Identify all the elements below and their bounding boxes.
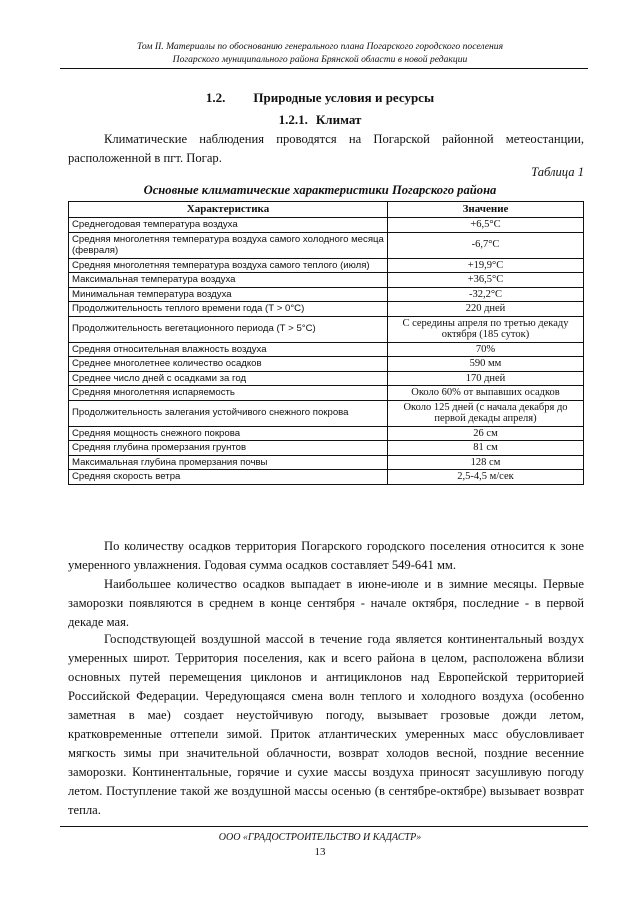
table-row	[69, 455, 584, 470]
value-cell: -6,7°С	[388, 232, 584, 258]
intro-paragraph: Климатические наблюдения проводятся на Погарской районной метеостанции, расположенной в пгт. Погар.	[68, 132, 584, 165]
table-row	[69, 302, 584, 317]
table-row	[69, 218, 584, 233]
footer-company: ООО «ГРАДОСТРОИТЕЛЬСТВО И КАДАСТР»	[218, 832, 422, 843]
characteristic-cell: Среднее число дней с осадками за год	[69, 371, 388, 386]
climate-table	[68, 201, 584, 485]
value-cell: +36,5°С	[388, 273, 584, 288]
running-header	[60, 40, 580, 66]
header-divider	[60, 68, 588, 69]
characteristic-cell: Продолжительность залегания устойчивого снежного покрова	[69, 400, 388, 426]
characteristic-cell: Средняя мощность снежного покрова	[69, 426, 388, 441]
value-cell: 81 см	[388, 441, 584, 456]
characteristic-cell: Средняя многолетняя температура воздуха самого холодного месяца (февраля)	[69, 232, 388, 258]
characteristic-cell: Максимальная глубина промерзания почвы	[69, 455, 388, 470]
table-row	[69, 232, 584, 258]
value-cell: Около 125 дней (с начала декабря до первой декады апреля)	[388, 400, 584, 426]
value-cell: 26 см	[388, 426, 584, 441]
section-title: Природные условия и ресурсы	[253, 90, 435, 105]
value-cell: 2,5-4,5 м/сек	[388, 470, 584, 485]
table-row	[69, 357, 584, 372]
table-header-row	[69, 202, 584, 218]
value-cell: +6,5°С	[388, 218, 584, 233]
characteristic-cell: Среднегодовая температура воздуха	[69, 218, 388, 233]
value-cell: 170 дней	[388, 371, 584, 386]
paragraph-frost: Наибольшее количество осадков выпадает в июне-июле и в зимние месяцы. Первые заморозки появляются в среднем в конце сентября - начале октября, последние - в первой декаде мая.	[68, 577, 584, 629]
characteristic-cell: Средняя многолетняя температура воздуха самого теплого (июля)	[69, 258, 388, 273]
table-row	[69, 400, 584, 426]
table-row	[69, 342, 584, 357]
table-row	[69, 470, 584, 485]
characteristic-cell: Минимальная температура воздуха	[69, 287, 388, 302]
table-row	[69, 273, 584, 288]
table-caption: Основные климатические характеристики Погарского района	[143, 183, 497, 197]
value-cell: +19,9°С	[388, 258, 584, 273]
characteristic-cell: Средняя относительная влажность воздуха	[69, 342, 388, 357]
value-cell: 220 дней	[388, 302, 584, 317]
value-cell: 590 мм	[388, 357, 584, 372]
table-row	[69, 316, 584, 342]
paragraph-air-masses: Господствующей воздушной массой в течение года является континентальный воздух умеренных широт. Территория поселения, как и всего района в целом, расположена вблизи основных путей перемещения циклонов и антициклонов над Европейской территорией Российской Федерации. Чередующаяся смена волн теплого и холодного воздуха (особенно заметная в мае) создает неустойчивую погоду, вызывает грозовые дожди летом, кратковременные оттепели зимой. Приток атлантических умеренных масс обусловливает мягкость зимы при значительной облачности, возврат холодов весной, поздние весенние заморозки. Континентальные, горячие и сухие массы воздуха приносят засушливую погоду летом. Поступление такой же воздушной массы осенью (в сентябре-октябре) вызывает возврат тепла.	[68, 632, 584, 817]
subsection-title: Климат	[315, 112, 362, 127]
header-line-2: Погарского муниципального района Брянской области в новой редакции	[172, 54, 468, 65]
value-cell: 128 см	[388, 455, 584, 470]
table-row	[69, 441, 584, 456]
table-row	[69, 371, 584, 386]
characteristic-cell: Среднее многолетнее количество осадков	[69, 357, 388, 372]
table-row	[69, 386, 584, 401]
characteristic-cell: Продолжительность вегетационного периода (Т > 5°С)	[69, 316, 388, 342]
subsection-number: 1.2.1.	[278, 112, 308, 127]
characteristic-cell: Максимальная температура воздуха	[69, 273, 388, 288]
header-line-1: Том II. Материалы по обоснованию генерального плана Погарского городского поселения	[136, 41, 504, 52]
footer-divider	[60, 826, 588, 827]
page-number: 13	[314, 846, 326, 858]
value-cell: 70%	[388, 342, 584, 357]
section-heading	[0, 90, 640, 106]
value-cell: С середины апреля по третью декаду октября (185 суток)	[388, 316, 584, 342]
value-cell: Около 60% от выпавших осадков	[388, 386, 584, 401]
table-row	[69, 426, 584, 441]
column-header-characteristic: Характеристика	[69, 202, 388, 218]
paragraph-precipitation: По количеству осадков территория Погарского городского поселения относится к зоне умеренного увлажнения. Годовая сумма осадков составляет 549-641 мм.	[68, 539, 584, 572]
column-header-value: Значение	[388, 202, 584, 218]
subsection-heading	[0, 112, 640, 128]
characteristic-cell: Средняя глубина промерзания грунтов	[69, 441, 388, 456]
section-number: 1.2.	[205, 90, 226, 105]
table-row	[69, 258, 584, 273]
table-row	[69, 287, 584, 302]
value-cell: -32,2°С	[388, 287, 584, 302]
characteristic-cell: Продолжительность теплого времени года (Т > 0°С)	[69, 302, 388, 317]
characteristic-cell: Средняя скорость ветра	[69, 470, 388, 485]
characteristic-cell: Средняя многолетняя испаряемость	[69, 386, 388, 401]
table-label: Таблица 1	[531, 165, 584, 179]
